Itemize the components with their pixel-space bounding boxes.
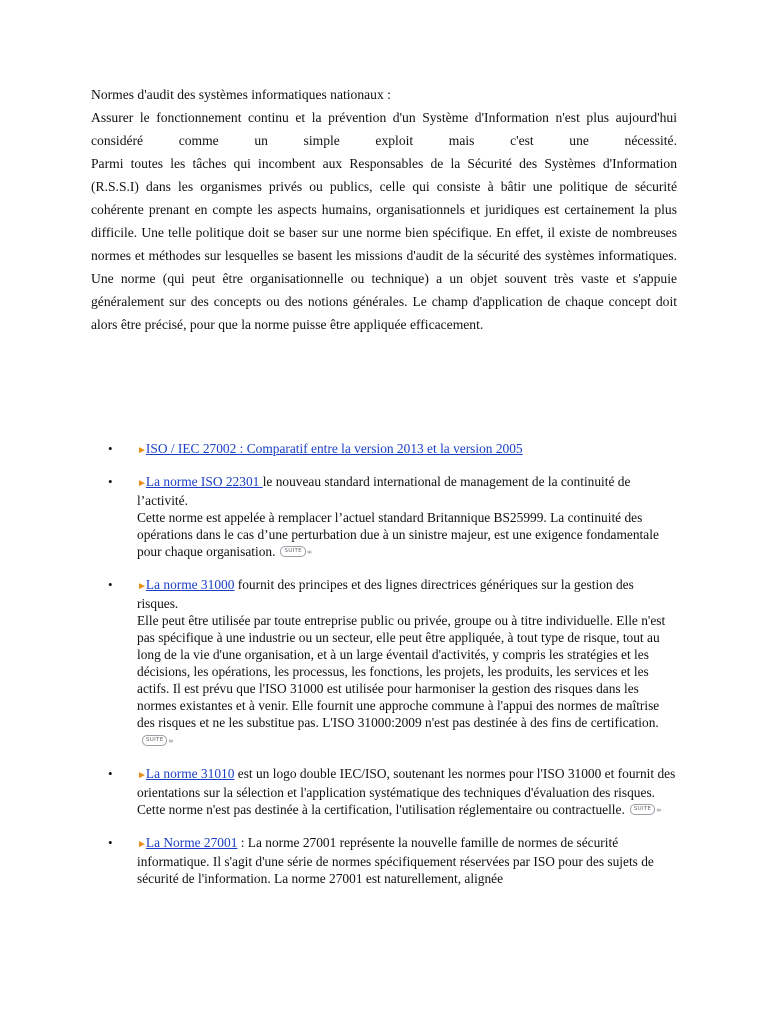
- suite-button[interactable]: [630, 804, 655, 815]
- double-chevron-right-icon: »»: [656, 806, 660, 815]
- list-item-iso-31000: [108, 576, 678, 749]
- item-description: Cette norme est appelée à remplacer l’actuel standard Britannique BS25999. La continuité des opérations dans le cas d’une perturbation due à un sinistre majeur, est une exigence fondamentale pour chaque organisation.: [137, 510, 659, 559]
- suite-button[interactable]: [142, 735, 167, 746]
- arrow-right-icon: ►: [137, 769, 146, 781]
- intro-paragraph-1: Assurer le fonctionnement continu et la prévention d'un Système d'Information n'est plus aujourd'hui considéré comme un simple exploit mais c'est une nécessité.: [91, 110, 677, 148]
- item-text: le nouveau standard international de management de la continuité de l’activité.: [137, 474, 631, 508]
- arrow-right-icon: ►: [137, 839, 146, 851]
- suite-label: SUITE: [146, 736, 164, 743]
- list-item-iso-27002: [108, 440, 678, 459]
- list-item-iso-31010: [108, 765, 678, 819]
- item-text: est un logo double IEC/ISO, soutenant les normes pour l'ISO 31000 et fournit des orientations sur la sélection et l'application systématique des techniques d'évaluation des risques. Cette norme n'est pas destinée à la certification, l'utilisation réglementaire ou contractuelle.: [137, 765, 676, 817]
- intro-section: [91, 83, 677, 336]
- item-text: : La norme 27001 représente la nouvelle famille de normes de sécurité informatique. Il s'agit d'une série de normes spécifiquement réservées par ISO pour des sujets de sécurité de l'information. La norme 27001 est naturellement, alignée: [137, 835, 654, 887]
- link-iso-27001[interactable]: La Norme 27001: [145, 835, 238, 851]
- bullet-icon: •: [108, 441, 113, 456]
- intro-paragraph-2: Parmi toutes les tâches qui incombent aux Responsables de la Sécurité des Systèmes d'Information (R.S.S.I) dans les organismes privés ou publics, celle qui consiste à bâtir une politique de sécurité cohérente prenant en compte les aspects humains, organisationnels et juridiques est certainement la plus difficile. Une telle politique doit se baser sur une norme bien spécifique. En effet, il existe de nombreuses normes et méthodes sur lesquelles se basent les missions d'audit de la sécurité des systèmes informatiques.: [91, 156, 677, 263]
- link-iso-22301[interactable]: La norme ISO 22301: [145, 474, 263, 489]
- link-iso-31010[interactable]: La norme 31010: [145, 765, 235, 781]
- suite-label: SUITE: [633, 806, 652, 813]
- double-chevron-right-icon: »»: [306, 548, 310, 557]
- bullet-icon: •: [108, 765, 113, 781]
- suite-button[interactable]: [280, 546, 305, 557]
- arrow-right-icon: ►: [137, 478, 146, 489]
- item-text: fournit des principes et des lignes directrices génériques sur la gestion des risques.: [137, 577, 634, 612]
- bullet-icon: •: [108, 577, 113, 593]
- page-cut-divider: [100, 918, 685, 926]
- intro-title: Normes d'audit des systèmes informatiques nationaux :: [91, 87, 391, 102]
- bullet-icon: •: [108, 474, 113, 489]
- arrow-right-icon: ►: [137, 581, 146, 593]
- suite-label: SUITE: [284, 548, 302, 555]
- item-description: Elle peut être utilisée par toute entreprise public ou privée, groupe ou à titre individuelle. Elle n'est pas spécifique à une industrie ou un secteur, elle peut être appliquée, à tout type de risque, tout au long de la vie d'une organisation, et à un large éventail d'activités, y compris les stratégies et les décisions, les opérations, les processus, les fonctions, les projets, les produits, les services et les actifs. Il est prévu que l'ISO 31000 est utilisée pour harmoniser la gestion des risques dans les normes existantes et à venir. Elle fournit une approche commune à l'appui des normes de maîtrise des risques et ne les substitue pas. L'ISO 31000:2009 n'est pas destinée à des fins de certification.: [137, 613, 666, 731]
- intro-paragraph-3: Une norme (qui peut être organisationnelle ou technique) a un objet souvent très vaste et s'appuie généralement sur des concepts ou des notions générales. Le champ d'application de chaque concept doit alors être précisé, pour que la norme puisse être appliquée efficacement.: [91, 271, 677, 332]
- arrow-right-icon: ►: [137, 445, 146, 456]
- double-chevron-right-icon: »»: [168, 736, 172, 745]
- link-iso-27002[interactable]: ISO / IEC 27002 : Comparatif entre la version 2013 et la version 2005: [145, 441, 523, 456]
- norms-list: [108, 440, 678, 887]
- list-item-iso-27001: [108, 834, 678, 887]
- bullet-icon: •: [108, 835, 113, 851]
- list-item-iso-22301: [108, 473, 678, 561]
- link-iso-31000[interactable]: La norme 31000: [145, 577, 235, 593]
